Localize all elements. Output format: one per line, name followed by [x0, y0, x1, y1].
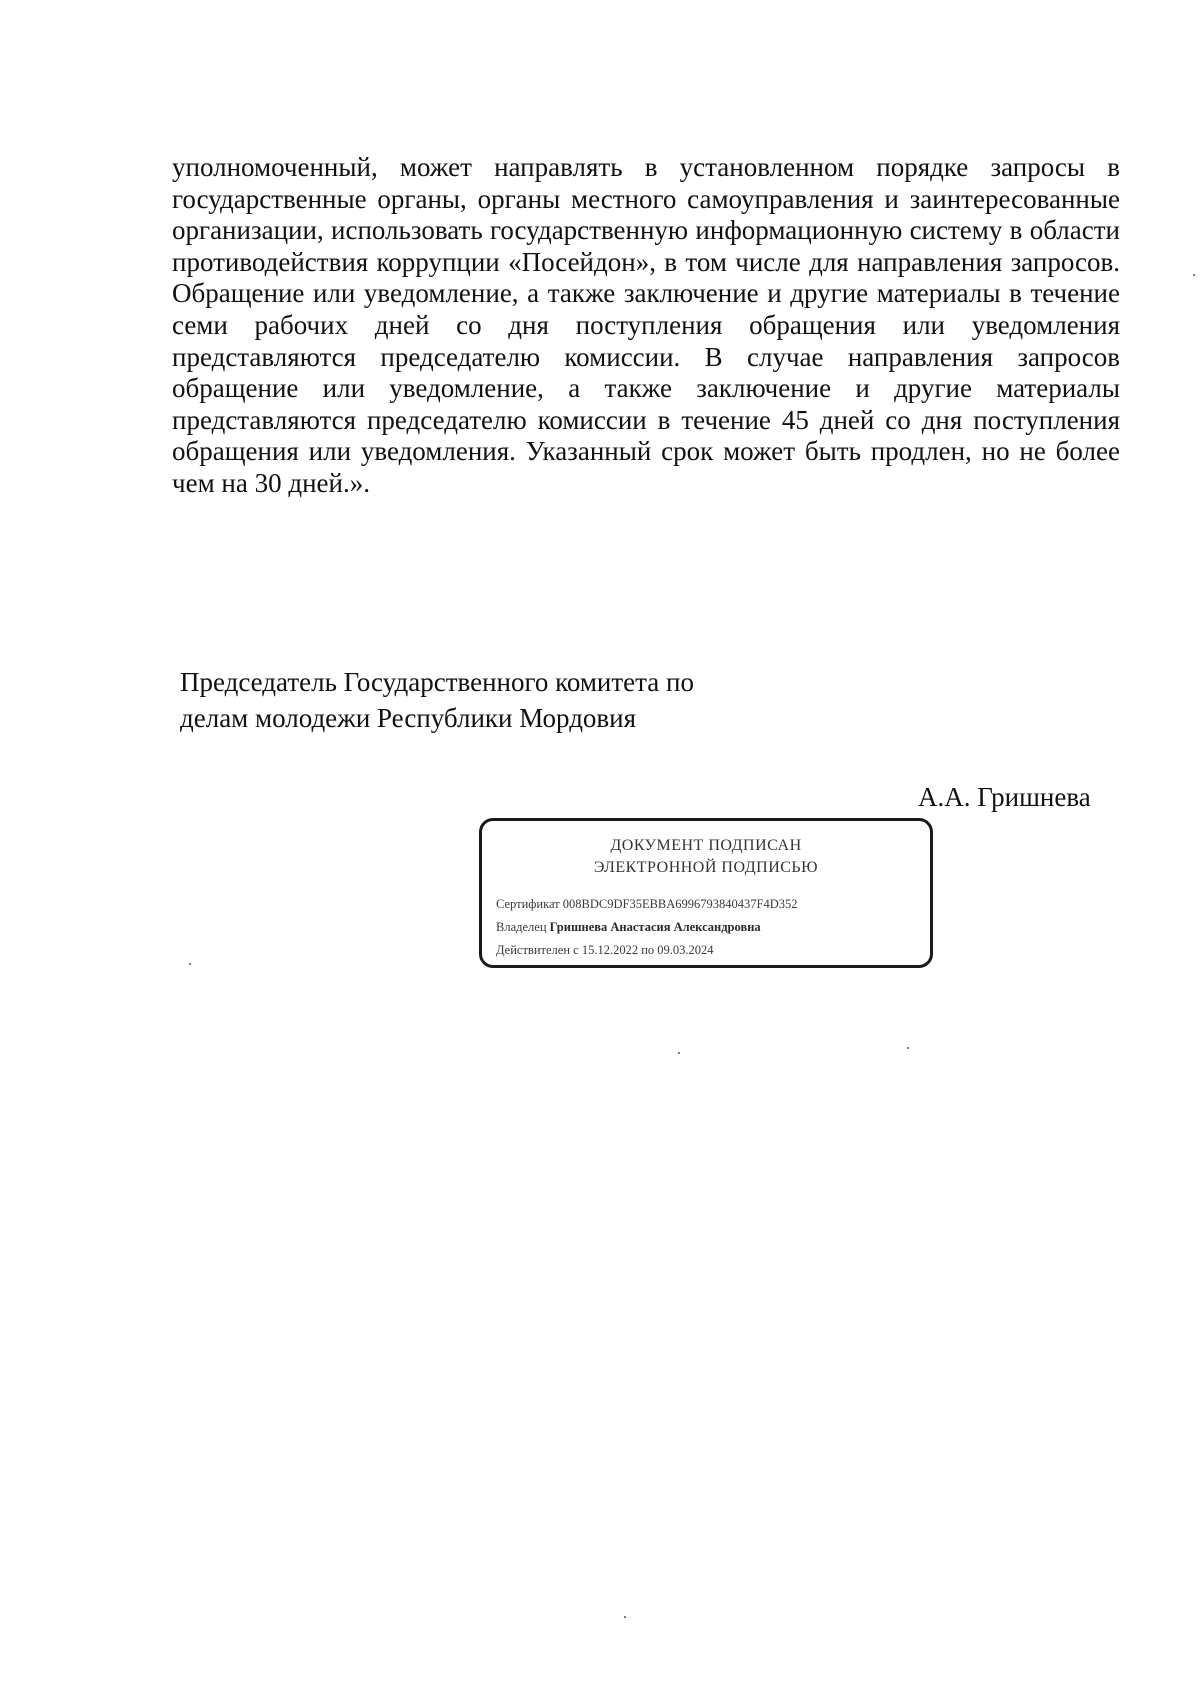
stamp-owner-label: Владелец [496, 920, 547, 934]
signer-position [180, 664, 694, 736]
body-paragraph: уполномоченный, может направлять в установленном порядке запросы в государственные органы, органы местного самоуправления и заинтересованные организации, использовать государственную информационную систему в области противодействия коррупции «Посейдон», в том числе для направления запросов. Обращение или уведомление, а также заключение и другие материалы в течение семи рабочих дней со дня поступления обращения или уведомления представляются председателю комиссии. В случае направления запросов обращение или уведомление, а также заключение и другие материалы представляются председателю комиссии в течение 45 дней со дня поступления обращения или уведомления. Указанный срок может быть продлен, но не более чем на 30 дней.». [172, 152, 1120, 498]
scan-speck [1193, 274, 1195, 276]
scan-speck [907, 1047, 909, 1049]
scan-speck [678, 1052, 680, 1054]
scan-speck [189, 963, 191, 965]
signer-name: А.А. Гришнева [918, 782, 1091, 812]
stamp-title-line-1: ДОКУМЕНТ ПОДПИСАН [610, 837, 802, 854]
stamp-details [496, 893, 922, 962]
signer-position-line-1: Председатель Государственного комитета по [180, 667, 694, 697]
stamp-title [482, 835, 930, 879]
stamp-validity-to-label: по [641, 943, 655, 957]
stamp-owner-line [496, 916, 922, 939]
stamp-valid-to: 09.03.2024 [657, 943, 714, 957]
stamp-certificate-value: 008BDC9DF35EBBA6996793840437F4D352 [562, 897, 798, 911]
signer-position-line-2: делам молодежи Республики Мордовия [180, 703, 637, 733]
stamp-validity-label: Действителен с [496, 943, 579, 957]
stamp-certificate-label: Сертификат [496, 897, 560, 911]
stamp-valid-from: 15.12.2022 [581, 943, 639, 957]
stamp-owner-value: Гришнева Анастасия Александровна [549, 920, 761, 934]
stamp-certificate-line [496, 893, 922, 916]
electronic-signature-stamp [479, 818, 933, 968]
scan-speck [624, 1616, 626, 1618]
stamp-validity-line [496, 939, 922, 962]
stamp-title-line-2: ЭЛЕКТРОННОЙ ПОДПИСЬЮ [593, 859, 819, 876]
